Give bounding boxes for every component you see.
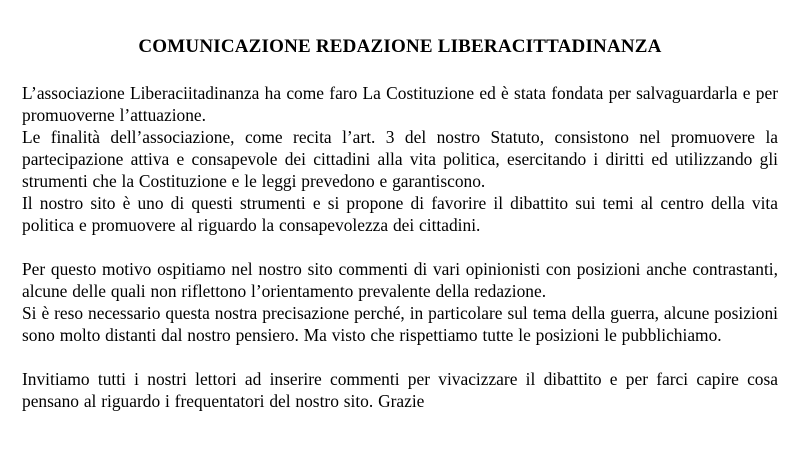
paragraph-block-intro xyxy=(22,82,778,236)
paragraph-line: Il nostro sito è uno di questi strumenti e si propone di favorire il dibattito sui temi al centro della vita politica e promuovere al riguardo la consapevolezza dei cittadini. xyxy=(22,193,778,235)
paragraph-block-invitation xyxy=(22,368,778,412)
paragraph-line: Si è reso necessario questa nostra precisazione perché, in particolare sul tema della guerra, alcune posizioni sono molto distanti dal nostro pensiero. Ma visto che rispettiamo tutte le posizioni le pubblichiamo. xyxy=(22,303,778,345)
paragraph-line: Le finalità dell’associazione, come recita l’art. 3 del nostro Statuto, consistono nel promuovere la partecipazione attiva e consapevole dei cittadini alla vita politica, esercitando i diritti ed utilizzando gli strumenti che la Costituzione e le leggi prevedono e garantiscono. xyxy=(22,127,778,191)
paragraph-line: Invitiamo tutti i nostri lettori ad inserire commenti per vivacizzare il dibattito e per farci capire cosa pensano al riguardo i frequentatori del nostro sito. Grazie xyxy=(22,369,778,411)
paragraph-line: L’associazione Liberaciitadinanza ha come faro La Costituzione ed è stata fondata per salvaguardarla e per promuoverne l’attuazione. xyxy=(22,83,778,125)
paragraph-block-positions xyxy=(22,258,778,346)
paragraph-line: Per questo motivo ospitiamo nel nostro sito commenti di vari opinionisti con posizioni anche contrastanti, alcune delle quali non riflettono l’orientamento prevalente della redazione. xyxy=(22,259,778,301)
document-title: COMUNICAZIONE REDAZIONE LIBERACITTADINANZA xyxy=(138,36,662,57)
